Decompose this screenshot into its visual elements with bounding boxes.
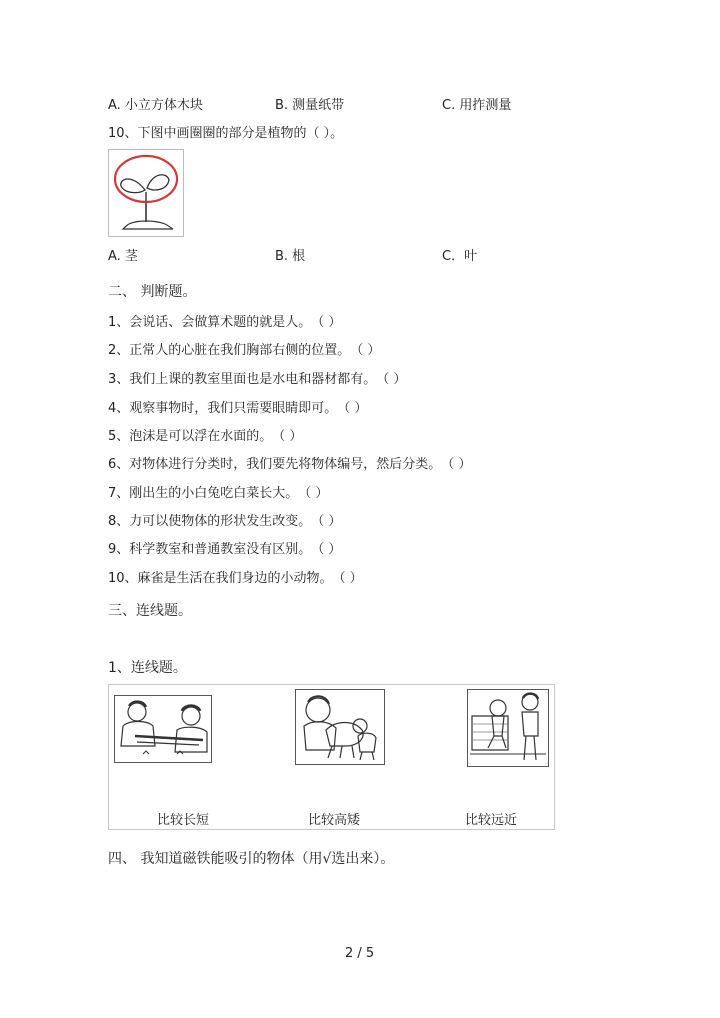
- q10-option-a: A. 茎: [108, 249, 138, 264]
- section4-title: 四、 我知道磁铁能吸引的物体（用√选出来）。: [108, 851, 395, 867]
- tf-item: 5、泡沫是可以浮在水面的。（ ）: [108, 429, 303, 444]
- q9-option-a: A. 小立方体木块: [108, 98, 203, 113]
- tf-item: 8、力可以使物体的形状发生改变。（ ）: [108, 514, 342, 529]
- tf-item: 3、我们上课的教室里面也是水电和器材都有。（ ）: [108, 372, 407, 387]
- section3-q1: 1、连线题。: [108, 660, 187, 676]
- tf-item: 1、会说话、会做算术题的就是人。（ ）: [108, 315, 342, 330]
- tf-item: 6、对物体进行分类时，我们要先将物体编号，然后分类。（ ）: [108, 457, 472, 472]
- compare-length-picture: [114, 695, 212, 763]
- page-number: 2 / 5: [345, 946, 375, 961]
- section3-title: 三、连线题。: [108, 603, 192, 619]
- tf-item: 10、麻雀是生活在我们身边的小动物。（ ）: [108, 571, 363, 586]
- q9-option-b: B. 测量纸带: [275, 98, 345, 113]
- q10-option-c: C．叶: [442, 249, 478, 264]
- q10-stem: 10、下图中画圈圈的部分是植物的（ ）。: [108, 126, 344, 141]
- matching-panel: [108, 684, 555, 830]
- caption-compare-height: 比较高矮: [308, 813, 361, 828]
- plant-figure: [108, 149, 184, 237]
- plant-drawing: [109, 150, 183, 236]
- section2-title: 二、 判断题。: [108, 284, 197, 300]
- tf-item: 2、正常人的心脏在我们胸部右侧的位置。（ ）: [108, 343, 381, 358]
- q9-option-c: C. 用拃测量: [442, 98, 512, 113]
- tf-item: 7、刚出生的小白兔吃白菜长大。（ ）: [108, 486, 329, 501]
- caption-compare-distance: 比较远近: [465, 813, 518, 828]
- tf-item: 4、观察事物时，我们只需要眼睛即可。（ ）: [108, 401, 368, 416]
- compare-distance-picture: [467, 689, 549, 767]
- q10-option-b: B. 根: [275, 249, 306, 264]
- caption-compare-length: 比较长短: [157, 813, 210, 828]
- compare-height-picture: [295, 689, 385, 765]
- tf-item: 9、科学教室和普通教室没有区别。（ ）: [108, 542, 342, 557]
